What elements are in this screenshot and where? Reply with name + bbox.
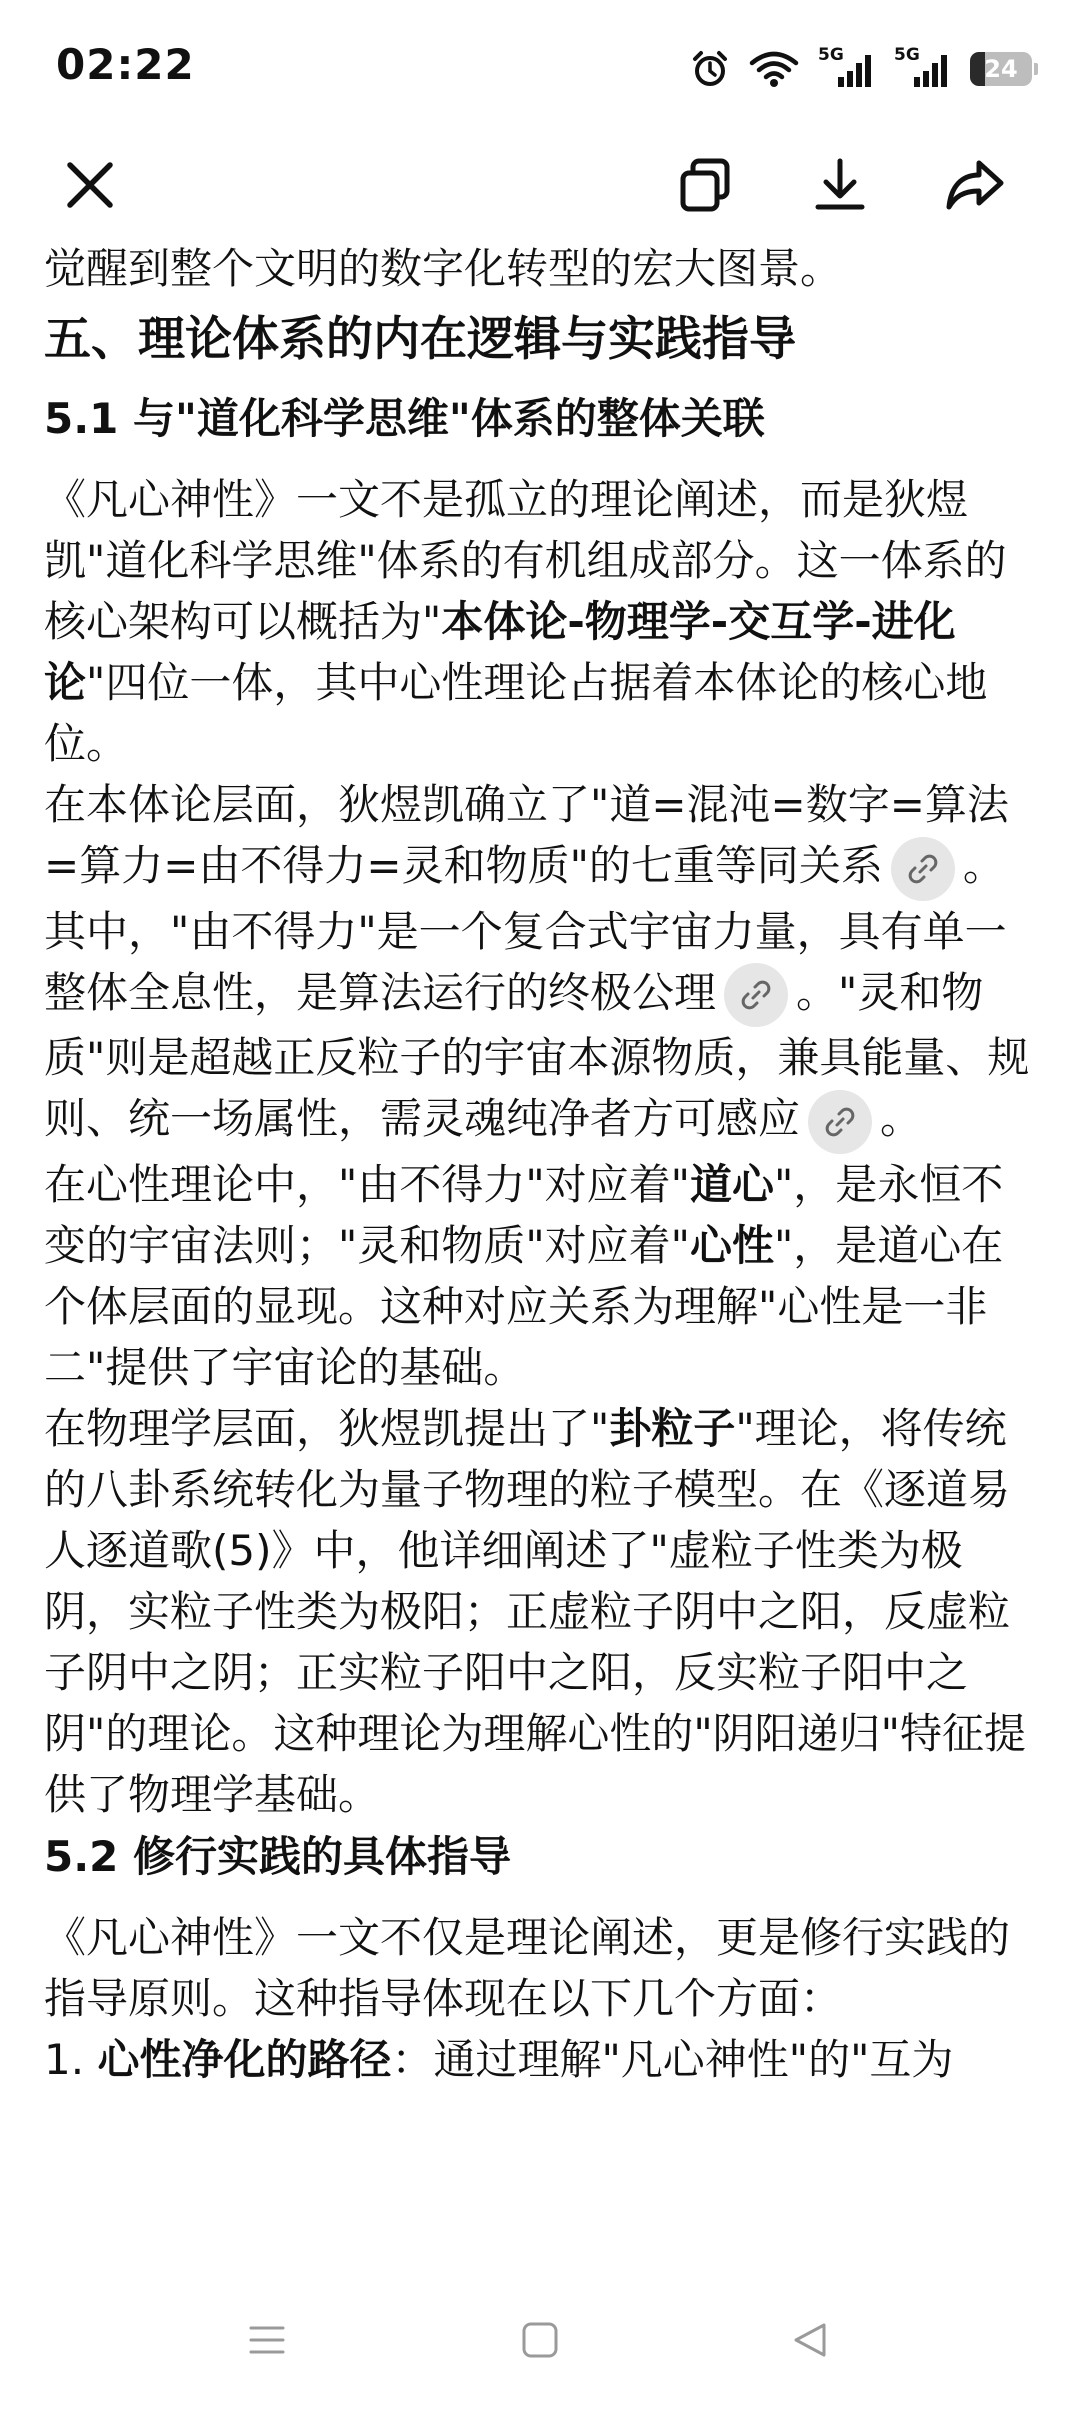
- menu-button[interactable]: [227, 2305, 307, 2375]
- download-button[interactable]: [795, 140, 885, 230]
- paragraph-3: [44, 1154, 1038, 1398]
- paragraph-2-text-d: 。: [880, 1094, 923, 1143]
- paragraph-2-text-a: 在本体论层面，狄煜凯确立了"道=混沌=数字=算法=算力=由不得力=灵和物质"的七重等同关系: [44, 780, 1009, 890]
- paragraph-1-text-b: "四位一体，其中心性理论占据着本体论的核心地位。: [44, 658, 988, 768]
- paragraph-4: [44, 1398, 1038, 1825]
- signal-1-label: 5G: [818, 45, 844, 65]
- paragraph-1-text-a: 《凡心神性》一文不是孤立的理论阐述，而是狄煜凯"道化科学思维"体系的有机组成部分。这一体系的核心架构可以概括为": [44, 475, 1007, 646]
- article-content: [44, 238, 1038, 2268]
- paragraph-3-text-a: 在心性理论中，"由不得力"对应着": [44, 1159, 690, 1209]
- paragraph-6-bold: 心性净化的路径: [97, 2034, 392, 2084]
- paragraph-4-text-b: "理论，将传统的八卦系统转化为量子物理的粒子模型。在《逐道易人逐道歌(5)》中，他详细阐述了"虚粒子性类为极阴，实粒子性类为极阳；正虚粒子阴中之阳，反虚粒子阴中之阴；正实粒子阳中之阳，反实粒子阳中之阴"的理论。这种理论为理解心性的"阴阳递归"特征提供了物理学基础。: [44, 1403, 1026, 1819]
- status-icons: [690, 44, 1032, 94]
- share-icon: [943, 155, 1007, 215]
- back-button[interactable]: [770, 2305, 850, 2375]
- paragraph-2-text-c: 。"灵和物质"则是超越正反粒子的宇宙本源物质，兼具能量、规则、统一场属性，需灵魂纯净者方可感应: [44, 967, 1030, 1143]
- system-nav-bar: [0, 2265, 1080, 2412]
- paragraph-1: [44, 469, 1038, 774]
- signal-2-label: 5G: [894, 45, 920, 65]
- copy-button[interactable]: [660, 140, 750, 230]
- paragraph-2-text-b: 。其中，"由不得力"是一个复合式宇宙力量，具有单一整体全息性，是算法运行的终极公理: [44, 841, 1007, 1017]
- close-icon: [62, 157, 118, 213]
- download-icon: [810, 155, 870, 215]
- section-5-title: 五、理论体系的内在逻辑与实践指导: [44, 312, 796, 367]
- link-icon: [906, 852, 940, 886]
- battery-tip: [1034, 63, 1038, 75]
- link-icon: [823, 1105, 857, 1139]
- copy-icon: [675, 155, 735, 215]
- paragraph-5: 《凡心神性》一文不仅是理论阐述，更是修行实践的指导原则。这种指导体现在以下几个方面：: [44, 1912, 1011, 2023]
- paragraph-6-text-a: 1.: [44, 2034, 98, 2084]
- battery-level: 24: [984, 55, 1018, 83]
- alarm-icon: [690, 49, 730, 89]
- paragraph-3-bold-1: 道心: [689, 1159, 774, 1209]
- citation-link-1[interactable]: [891, 837, 955, 901]
- paragraph-3-text-b: "，是永恒不变的宇宙法则；"灵和物质"对应着": [44, 1159, 1004, 1270]
- paragraph-4-bold: 卦粒子: [609, 1403, 736, 1453]
- paragraph-2: [44, 774, 1038, 1154]
- paragraph-3-text-c: "，是道心在个体层面的显现。这种对应关系为理解"心性是一非二"提供了宇宙论的基础。: [44, 1220, 1004, 1392]
- home-icon: [520, 2320, 560, 2360]
- paragraph-6-text-b: ：通过理解"凡心神性"的"互为: [391, 2034, 954, 2084]
- paragraph-4-text-a: 在物理学层面，狄煜凯提出了": [44, 1403, 610, 1453]
- paragraph-6: [44, 2029, 1038, 2090]
- citation-link-2[interactable]: [724, 963, 788, 1027]
- section-5-2-title: 5.2 修行实践的具体指导: [44, 1831, 512, 1881]
- signal-5g-icon: [818, 45, 876, 89]
- signal-5g-icon-2: [894, 45, 952, 89]
- citation-link-3[interactable]: [808, 1090, 872, 1154]
- paragraph-3-bold-2: 心性: [689, 1220, 774, 1270]
- home-button[interactable]: [500, 2305, 580, 2375]
- section-5-1-title: 5.1 与"道化科学思维"体系的整体关联: [44, 394, 765, 443]
- intro-tail: 觉醒到整个文明的数字化转型的宏大图景。: [44, 244, 843, 293]
- back-icon: [790, 2320, 830, 2360]
- toolbar: [0, 140, 1080, 230]
- close-button[interactable]: [45, 140, 135, 230]
- share-button[interactable]: [930, 140, 1020, 230]
- status-time: 02:22: [56, 40, 195, 89]
- menu-icon: [247, 2320, 287, 2360]
- link-icon: [739, 978, 773, 1012]
- paragraph-1-bold: 本体论-物理学-交互学-进化论: [44, 597, 956, 707]
- battery-icon: [970, 52, 1032, 86]
- wifi-icon: [748, 49, 800, 89]
- status-bar: [0, 0, 1080, 130]
